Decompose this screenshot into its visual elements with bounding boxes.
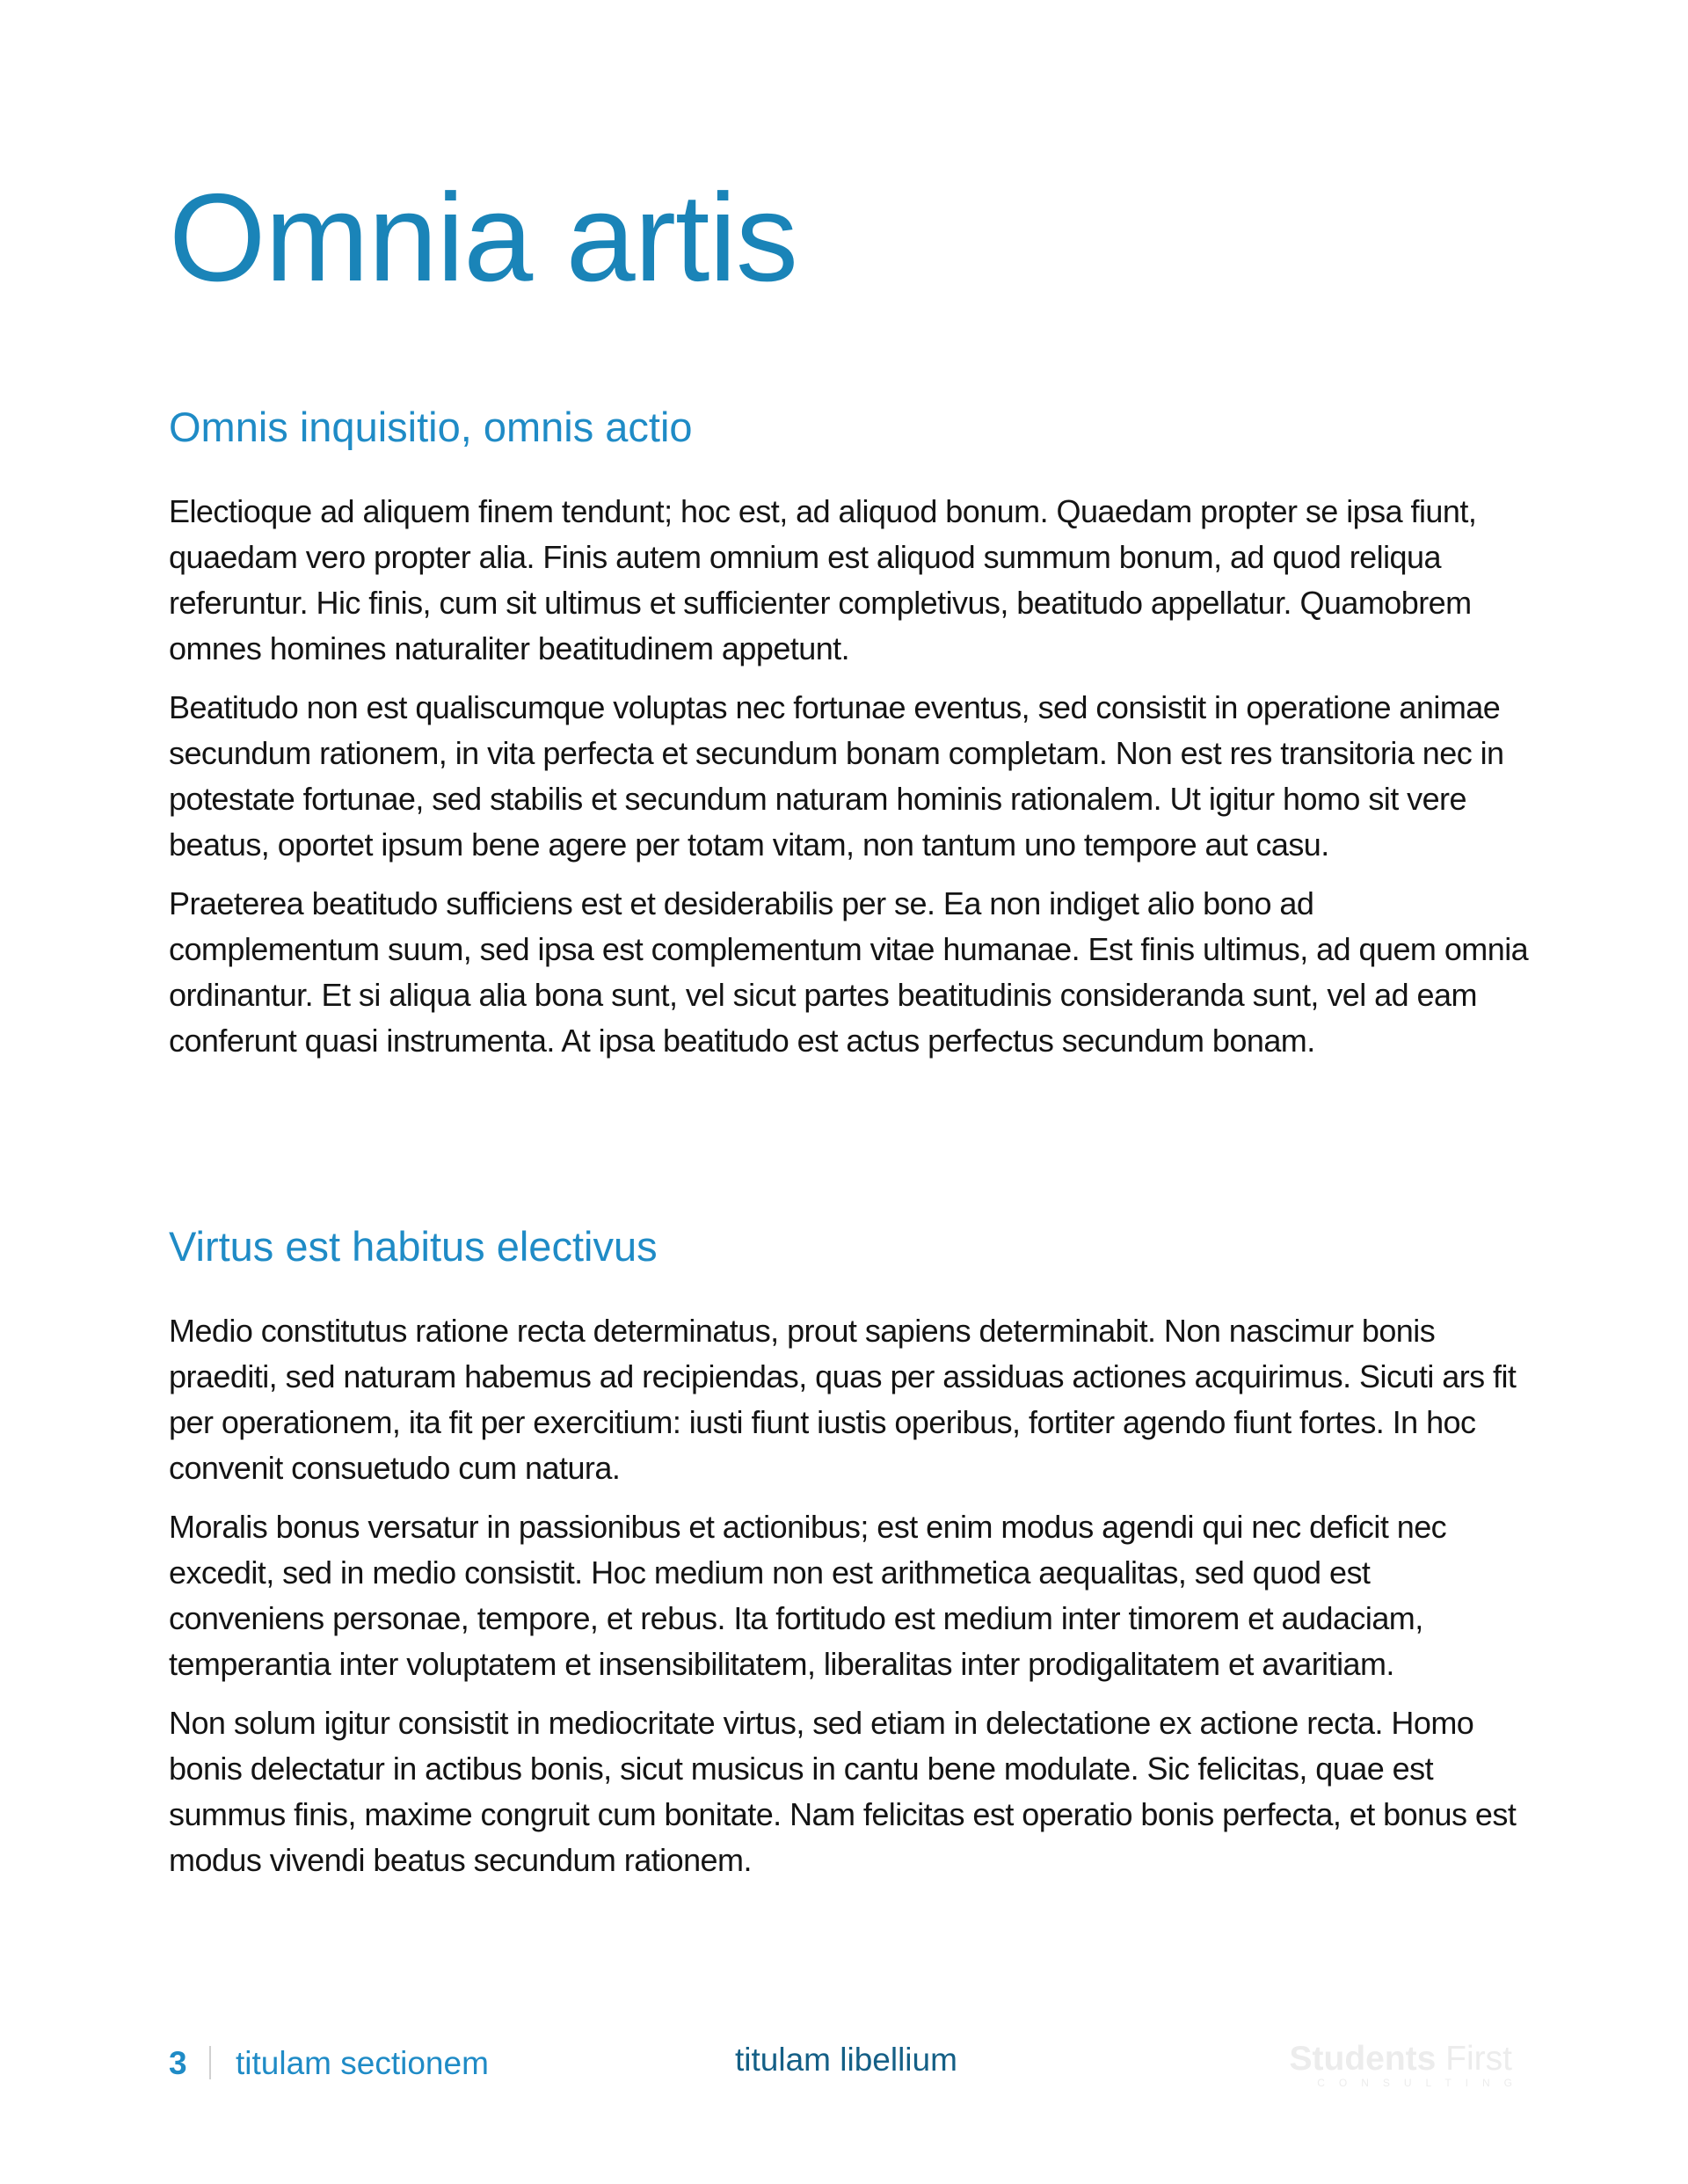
footer-section-title: titulam sectionem	[236, 2045, 489, 2081]
page-title: Omnia artis	[169, 168, 797, 308]
section-heading: Omnis inquisitio, omnis actio	[169, 404, 693, 450]
footer-book-title: titulam libellium	[735, 2042, 957, 2078]
section-virtus-est-habitus	[169, 1222, 1532, 1896]
footer-divider	[209, 2046, 211, 2079]
brand-subtitle: CONSULTING	[1317, 2077, 1526, 2089]
brand-name-bold: Students	[1289, 2040, 1437, 2078]
section-paragraph: Beatitudo non est qualiscumque voluptas nec fortunae eventus, sed consistit in operatione animae secundum rationem, in vita perfecta et secundum bonam completam. Non est res transitoria nec in potestate fortunae, sed stabilis et secundum naturam hominis rationalem. Ut igitur homo sit vere beatus, oportet ipsum bene agere per totam vitam, non tantum uno tempore aut casu.	[169, 689, 1504, 863]
section-paragraph: Moralis bonus versatur in passionibus et actionibus; est enim modus agendi qui nec deficit nec excedit, sed in medio consistit. Hoc medium non est arithmetica aequalitas, sed quod est conveniens personae, tempore, et rebus. Ita fortitudo est medium inter timorem et audaciam, temperantia inter voluptatem et insensibilitatem, liberalitas inter prodigalitatem et avaritiam.	[169, 1509, 1447, 1683]
section-paragraph: Medio constitutus ratione recta determinatus, prout sapiens determinabit. Non nascimur bonis praediti, sed naturam habemus ad recipiendas, quas per assiduas actiones acquirimus. Sicuti ars fit per operationem, ita fit per exercitium: iusti fiunt iustis operibus, fortiter agendo fiunt fortes. In hoc convenit consuetudo cum natura.	[169, 1313, 1517, 1487]
brand-name-light: First	[1436, 2040, 1512, 2078]
section-omnis-inquisitio	[169, 403, 1532, 1077]
section-paragraph: Praeterea beatitudo sufficiens est et desiderabilis per se. Ea non indiget alio bono ad complementum suum, sed ipsa est complementum vitae humanae. Est finis ultimus, ad quem omnia ordinantur. Et si aliqua alia bona sunt, vel sicut partes beatitudinis consideranda sunt, vel ad eam conferunt quasi instrumenta. At ipsa beatitudo est actus perfectus secundum bonam.	[169, 885, 1529, 1059]
brand-name	[1290, 2042, 1513, 2076]
page-number: 3	[169, 2045, 187, 2081]
section-heading: Virtus est habitus electivus	[169, 1223, 658, 1270]
page-footer	[169, 2040, 1526, 2103]
brand-logo	[1289, 2040, 1526, 2089]
section-paragraph: Electioque ad aliquem finem tendunt; hoc est, ad aliquod bonum. Quaedam propter se ipsa fiunt, quaedam vero propter alia. Finis autem omnium est aliquod summum bonum, ad quod reliqua referuntur. Hic finis, cum sit ultimus et sufficienter completivus, beatitudo appellatur. Quamobrem omnes homines naturaliter beatitudinem appetunt.	[169, 493, 1477, 667]
section-paragraph: Non solum igitur consistit in mediocritate virtus, sed etiam in delectatione ex actione recta. Homo bonis delectatur in actibus bonis, sicut musicus in cantu bene modulate. Sic felicitas, quae est summus finis, maxime congruit cum bonitate. Nam felicitas est operatio bonis perfecta, et bonus est modus vivendi beatus secundum rationem.	[169, 1705, 1517, 1879]
